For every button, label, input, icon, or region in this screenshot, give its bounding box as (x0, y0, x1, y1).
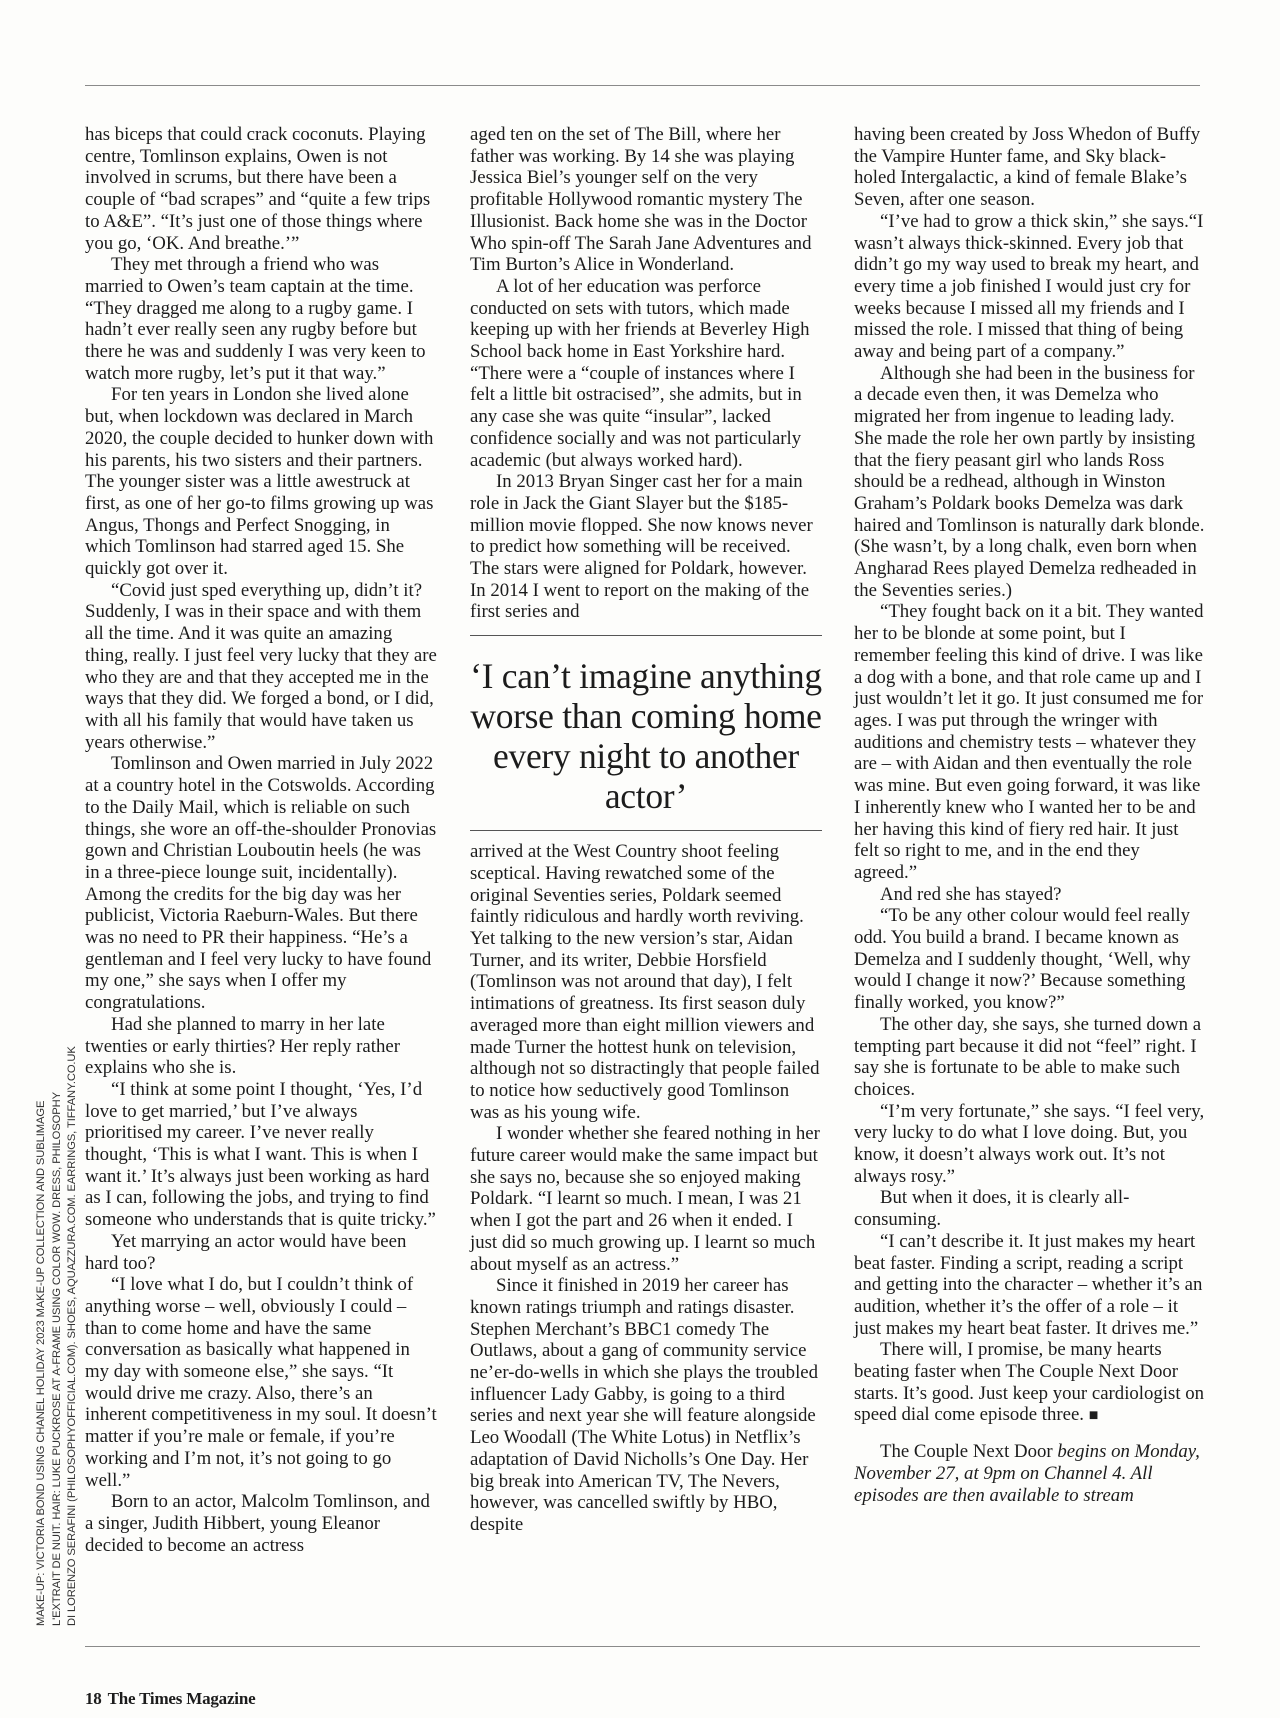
paragraph: Since it finished in 2019 her career has known ratings triumph and ratings disaster. Stephen Merchant’s BBC1 comedy The Outlaws, about a gang of community service ne’er-do-wells in which she plays the troubled influencer Lady Gabby, is going to a third series and next year she will feature alongside Leo Woodall (The White Lotus) in Netflix’s adaptation of David Nicholls’s One Day. Her big break into American TV, The Nevers, however, was cancelled swiftly by HBO, despite (470, 1275, 819, 1535)
paragraph: “I’m very fortunate,” she says. “I feel very, very lucky to do what I love doing. But, you know, it doesn’t always work out. It’s not always rosy.” (854, 1100, 1205, 1187)
paragraph: Although she had been in the business for a decade even then, it was Demelza who migrated her from ingenue to leading lady. She made the role her own partly by insisting that the fiery peasant girl who lands Ross should be a redhead, although in Winston Graham’s Poldark books Demelza was dark haired and Tomlinson is naturally dark blonde. (She wasn’t, by a long chalk, even born when Angharad Rees played Demelza redheaded in the Seventies series.) (854, 362, 1205, 601)
paragraph: having been created by Joss Whedon of Buffy the Vampire Hunter fame, and Sky black-holed Intergalactic, a kind of female Blake’s Seven, after one season. (854, 124, 1201, 211)
paragraph: “They fought back on it a bit. They wanted her to be blonde at some point, but I remember feeling this kind of drive. I was like a dog with a bone, and that role came up and I just wouldn’t let it go. It just consumed me for ages. I was put through the wringer with auditions and chemistry tests – whatever they are – with Aidan and then eventually the role was mine. But even going forward, it was like I inherently knew who I wanted her to be and her having this kind of fiery red hair. It just felt so right to me, and in the end they agreed.” (854, 601, 1204, 883)
pull-quote: ‘I can’t imagine anything worse than coming home every night to another actor’ (470, 635, 822, 831)
paragraph: Tomlinson and Owen married in July 2022 at a country hotel in the Cotswolds. According to the Daily Mail, which is reliable on such things, she wore an off-the-shoulder Pronovias gown and Christian Louboutin heels (he was in a three-piece lounge suit, incidentally). Among the credits for the big day was her publicist, Victoria Raeburn-Wales. But there was no need to PR their happiness. “He’s a gentleman and I feel very lucky to have found my one,” she says when I offer my congratulations. (85, 753, 437, 1014)
page-number: 18 (85, 1689, 102, 1708)
paragraph: “To be any other colour would feel really odd. You build a brand. I became known as Demelza and I suddenly thought, ‘Well, why would I change it now?’ Because something finally worked, you know?” (854, 905, 1191, 1014)
paragraph: “Covid just sped everything up, didn’t it? Suddenly, I was in their space and with them all the time. And it was quite an amazing thing, really. I just feel very lucky that they are who they are and that they accepted me in the ways that they did. We forged a bond, or I did, with all his family that would have taken us years otherwise.” (85, 579, 437, 753)
paragraph: “I love what I do, but I couldn’t think of anything worse – well, obviously I could – than to come home and have the same conversation as basically what happened in my day with someone else,” she says. “It would drive me crazy. Also, there’s an inherent competitiveness in my soul. It doesn’t matter if you’re male or female, if you’re working and I’m not, it’s not going to go well.” (85, 1274, 437, 1491)
show-title: The Couple Next Door (880, 1441, 1053, 1463)
publication-name: The Times Magazine (107, 1689, 256, 1708)
article-column-2 (470, 124, 822, 1536)
paragraph: I wonder whether she feared nothing in her future career would make the same impact but she says no, because she so enjoyed making Poldark. “I learnt so much. I mean, I was 21 when I got the part and 26 when it ended. I just did so much growing up. I learnt so much about myself as an actress.” (470, 1123, 820, 1275)
paragraph: They met through a friend who was married to Owen’s team captain at the time. “They dragged me along to a rugby game. I hadn’t ever really seen any rugby before but there he was and suddenly I was very keen to watch more rugby, let’s put it that way.” (85, 254, 426, 384)
broadcast-details: begins on Monday, November 27, at 9pm on Channel 4. All episodes are then available to stream (854, 1441, 1200, 1506)
credit-line: DI LORENZO SERAFINI (PHILOSOPHYOFFICIAL.COM). SHOES, AQUAZZURA.COM. EARRINGS, TIFFANY.CO.UK (66, 1046, 78, 1626)
photo-credits (34, 1046, 82, 1626)
paragraph: “I’ve had to grow a thick skin,” she says.“I wasn’t always thick-skinned. Every job that didn’t go my way used to break my heart, and every time a job finished I would just cry for weeks because I missed all my friends and I missed the role. I missed that thing of being away and being part of a company.” (854, 210, 1204, 363)
final-paragraph (854, 1339, 1206, 1427)
page-footer (85, 1689, 255, 1709)
paragraph: “I can’t describe it. It just makes my heart beat faster. Finding a script, reading a script and getting into the character – whether it’s an audition, whether it’s the offer of a role – it just makes my heart beat faster. It drives me.” (854, 1230, 1203, 1339)
paragraph: For ten years in London she lived alone but, when lockdown was declared in March 2020, the couple decided to hunker down with his parents, his two sisters and their partners. The younger sister was a little awestruck at first, as one of her go-to films growing up was Angus, Thongs and Perfect Snogging, in which Tomlinson had starred aged 15. She quickly got over it. (85, 384, 434, 580)
article-column-1 (85, 124, 437, 1556)
broadcast-note (854, 1441, 1206, 1506)
paragraph: And red she has stayed? (880, 883, 1062, 905)
paragraph: Had she planned to marry in her late twenties or early thirties? Her reply rather explains who she is. (85, 1013, 400, 1079)
paragraph: aged ten on the set of The Bill, where her father was working. By 14 she was playing Jessica Biel’s younger self on the very profitable Hollywood romantic mystery The Illusionist. Back home she was in the Doctor Who spin-off The Sarah Jane Adventures and Tim Burton’s Alice in Wonderland. (470, 124, 812, 276)
paragraph: The other day, she says, she turned down a tempting part because it did not “feel” right. I say she is fortunate to be able to make such choices. (854, 1013, 1202, 1100)
paragraph: In 2013 Bryan Singer cast her for a main role in Jack the Giant Slayer but the $185-million movie flopped. She now knows never to predict how something will be received. The stars were aligned for Poldark, however. In 2014 I went to report on the making of the first series and (470, 471, 813, 623)
end-mark: ■ (1088, 1407, 1099, 1425)
credit-line: MAKE-UP: VICTORIA BOND USING CHANEL HOLIDAY 2023 MAKE-UP COLLECTION AND SUBLIMAGE (35, 1100, 47, 1626)
paragraph: A lot of her education was perforce conducted on sets with tutors, which made keeping up with her friends at Beverley High School back home in East Yorkshire hard. “There were a “couple of instances where I felt a little bit ostracised”, she admits, but in any case she was quite “insular”, lacked confidence socially and was not particularly academic (but always worked hard). (470, 275, 810, 471)
paragraph: Born to an actor, Malcolm Tomlinson, and a singer, Judith Hibbert, young Eleanor decided to become an actress (85, 1491, 430, 1556)
credit-line: L'EXTRAIT DE NUIT. HAIR: LUKE PUCKROSE AT A-FRAME USING COLOR WOW. DRESS, PHILOSOPHY (50, 1092, 63, 1626)
final-paragraph-text: There will, I promise, be many hearts beating faster when The Couple Next Door starts. It’s good. Just keep your cardiologist on speed dial come episode three. (854, 1339, 1205, 1426)
paragraph: has biceps that could crack coconuts. Playing centre, Tomlinson explains, Owen is not involved in scrums, but there have been a couple of “bad scrapes” and “quite a few trips to A&E”. “It’s just one of those things where you go, ‘OK. And breathe.’” (85, 124, 431, 254)
paragraph: Yet marrying an actor would have been hard too? (85, 1230, 407, 1274)
paragraph: arrived at the West Country shoot feeling sceptical. Having rewatched some of the original Seventies series, Poldark seemed faintly ridiculous and hardly worth reviving. Yet talking to the new version’s star, Aidan Turner, and its writer, Debbie Horsfield (Tomlinson was not around that day), I felt intimations of greatness. Its first season duly averaged more than eight million viewers and made Turner the hottest hunk on television, although not so distractingly that people failed to notice how seductively good Tomlinson was as his young wife. (470, 841, 820, 1123)
bottom-rule (85, 1646, 1200, 1647)
top-rule (85, 85, 1200, 86)
paragraph: But when it does, it is clearly all-consuming. (854, 1187, 1130, 1231)
article-column-3 (854, 124, 1206, 1506)
paragraph: “I think at some point I thought, ‘Yes, I’d love to get married,’ but I’ve always prioritised my career. I’ve never really thought, ‘This is what I want. This is when I want it.’ It’s always just been working as hard as I can, following the jobs, and trying to find someone who understands that is quite tricky.” (85, 1078, 436, 1231)
